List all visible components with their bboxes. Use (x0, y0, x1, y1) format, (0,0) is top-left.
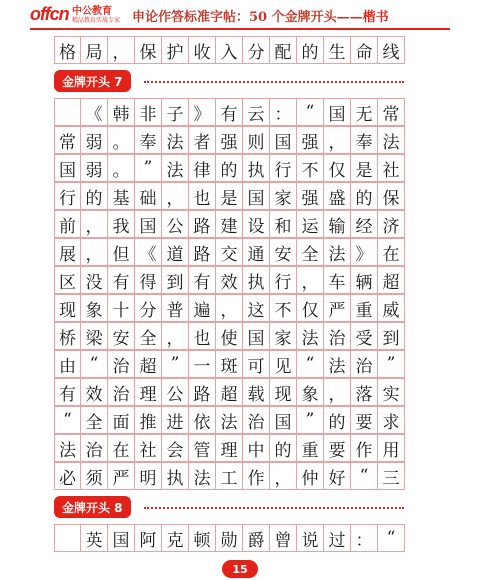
grid-cell: 不 (269, 294, 297, 322)
grid-cell: 保 (377, 182, 405, 210)
grid-cell: 无 (350, 98, 378, 126)
grid-cell: 治 (80, 434, 108, 462)
grid-cell: 重 (296, 434, 324, 462)
header-divider (30, 28, 450, 30)
grid-cell: 超 (134, 350, 162, 378)
grid-cell: 到 (161, 266, 189, 294)
grid-cell: ， (161, 182, 189, 210)
grid-row (54, 434, 405, 462)
grid-cell: 执 (242, 266, 270, 294)
section-badge: 金牌开头 8 (54, 496, 131, 518)
grid-cell: 效 (215, 266, 243, 294)
grid-cell: 建 (215, 210, 243, 238)
grid-cell: 家 (269, 322, 297, 350)
grid-cell: 格 (54, 36, 81, 64)
grid-cell: 奉 (350, 126, 378, 154)
grid-cell: 超 (215, 378, 243, 406)
grid-cell: 是 (350, 154, 378, 182)
grid-row (54, 182, 405, 210)
grid-cell: 国 (269, 406, 297, 434)
grid-cell: 全 (134, 322, 162, 350)
grid-cell: “ (377, 524, 405, 552)
grid-cell: 弱 (80, 154, 108, 182)
grid-cell: 分 (134, 294, 162, 322)
grid-cell: 治 (242, 406, 270, 434)
grid-cell: 础 (134, 182, 162, 210)
grid-cell: 行 (269, 266, 297, 294)
grid-cell: 我 (107, 210, 135, 238)
grid-cell: 强 (215, 126, 243, 154)
grid-row (54, 294, 405, 322)
grid-cell: ” (296, 406, 324, 434)
grid-row (54, 154, 405, 182)
grid-cell: 梁 (80, 322, 108, 350)
grid-cell: 法 (161, 154, 189, 182)
grid-cell: 法 (377, 126, 405, 154)
grid-cell: 交 (215, 238, 243, 266)
grid-cell: 全 (296, 238, 324, 266)
grid-cell: 辆 (350, 266, 378, 294)
grid-cell: 。 (107, 154, 135, 182)
grid-cell: 路 (188, 210, 216, 238)
grid-cell: 用 (377, 434, 405, 462)
grid-cell: 国 (242, 182, 270, 210)
grid-cell: 面 (107, 406, 135, 434)
grid-cell: ， (80, 210, 108, 238)
grid-cell: 管 (188, 434, 216, 462)
grid-cell: 说 (296, 524, 324, 552)
grid-cell: 常 (54, 126, 81, 154)
grid-cell: 》 (350, 238, 378, 266)
grid-cell: 国 (107, 524, 135, 552)
grid-cell: “ (350, 462, 378, 490)
grid-cell: 执 (242, 154, 270, 182)
grid-cell: 基 (107, 182, 135, 210)
grid-cell: 社 (377, 154, 405, 182)
grid-cell: 理 (215, 434, 243, 462)
grid-cell: ” (377, 350, 405, 378)
grid-cell: 通 (242, 238, 270, 266)
grid-cell: 三 (377, 462, 405, 490)
grid-cell: 区 (54, 266, 81, 294)
grid-cell: 线 (377, 36, 405, 64)
grid-cell: 《 (80, 98, 108, 126)
grid-row (54, 524, 405, 552)
page-title (132, 6, 389, 25)
grid-cell: 法 (188, 462, 216, 490)
grid-cell: ， (323, 126, 351, 154)
grid-cell: 象 (296, 378, 324, 406)
grid-cell: 生 (323, 36, 351, 64)
grid-cell: 重 (350, 294, 378, 322)
grid-cell: 落 (350, 378, 378, 406)
logo-name: 中公教育 (72, 6, 112, 17)
grid-cell: 必 (54, 462, 81, 490)
grid-cell: 进 (161, 406, 189, 434)
grid-cell: 工 (215, 462, 243, 490)
grid-cell: ， (269, 462, 297, 490)
grid-cell: 律 (188, 154, 216, 182)
grid-cell: 求 (377, 406, 405, 434)
grid-cell: 也 (188, 182, 216, 210)
grid-cell: 安 (107, 322, 135, 350)
grid-cell: 经 (350, 210, 378, 238)
grid-cell: 路 (188, 238, 216, 266)
grid-cell: 载 (242, 378, 270, 406)
grid-cell: 《 (134, 238, 162, 266)
grid-cell: 运 (296, 210, 324, 238)
grid-cell: 行 (54, 182, 81, 210)
grid-cell: 英 (80, 524, 108, 552)
grid-row (54, 350, 405, 378)
grid-row (54, 462, 405, 490)
grid-cell: 见 (269, 350, 297, 378)
grid-cell: 象 (80, 294, 108, 322)
grid-cell: 没 (80, 266, 108, 294)
grid-cell: 严 (323, 294, 351, 322)
grid-cell: 实 (377, 378, 405, 406)
grid-cell: 有 (107, 266, 135, 294)
grid-cell: 韩 (107, 98, 135, 126)
grid-cell: 弱 (80, 126, 108, 154)
grid-cell: 过 (323, 524, 351, 552)
grid-cell: 理 (134, 378, 162, 406)
grid-cell: 的 (80, 182, 108, 210)
grid-cell: 作 (350, 434, 378, 462)
grid-cell: 十 (107, 294, 135, 322)
grid-cell: 治 (107, 350, 135, 378)
grid-cell: 严 (107, 462, 135, 490)
grid-cell: “ (296, 98, 324, 126)
grid-cell: 国 (242, 322, 270, 350)
grid-cell: 不 (296, 154, 324, 182)
grid-cell: 家 (269, 182, 297, 210)
section-header-7 (54, 70, 404, 92)
grid-cell: 云 (242, 98, 270, 126)
grid-cell: 这 (242, 294, 270, 322)
grid-cell: 公 (161, 210, 189, 238)
grid-cell: 在 (377, 238, 405, 266)
grid-cell: 社 (134, 434, 162, 462)
logo-tagline: 精品教育实战专家 (72, 17, 121, 24)
grid-cell: 由 (54, 350, 81, 378)
grid-cell: 治 (350, 350, 378, 378)
grid-cell: 展 (54, 238, 81, 266)
grid-cell: 国 (323, 98, 351, 126)
grid-cell: 仅 (323, 154, 351, 182)
grid-row (54, 126, 405, 154)
grid-row (54, 238, 405, 266)
grid-cell: 到 (377, 322, 405, 350)
grid-cell: 要 (323, 434, 351, 462)
grid-row (54, 322, 405, 350)
page-number: 15 (222, 560, 258, 578)
grid-cell: 设 (242, 210, 270, 238)
grid-cell: 遍 (188, 294, 216, 322)
grid-cell: 子 (161, 98, 189, 126)
grid-cell: 桥 (54, 322, 81, 350)
grid-cell: 效 (80, 378, 108, 406)
grid-cell: 者 (188, 126, 216, 154)
grid-row (54, 98, 405, 126)
dotted-divider (144, 507, 404, 509)
grid-row (54, 36, 405, 64)
grid-cell: 的 (350, 182, 378, 210)
grid-cell: 法 (54, 434, 81, 462)
section-badge: 金牌开头 7 (54, 70, 131, 92)
grid-cell: 在 (107, 434, 135, 462)
grid-cell: ” (134, 154, 162, 182)
grid-cell: 道 (161, 238, 189, 266)
grid-cell: ， (107, 36, 135, 64)
grid-cell: 。 (107, 126, 135, 154)
grid-cell: 则 (242, 126, 270, 154)
grid-cell: 法 (161, 126, 189, 154)
grid-cell: 要 (350, 406, 378, 434)
grid-cell: 非 (134, 98, 162, 126)
grid-cell: 强 (296, 126, 324, 154)
grid-cell: 国 (269, 126, 297, 154)
grid-cell: ， (215, 294, 243, 322)
grid-cell: 有 (54, 378, 81, 406)
grid-cell: 盛 (323, 182, 351, 210)
grid-cell: 护 (161, 36, 189, 64)
grid-cell: 奉 (134, 126, 162, 154)
grid-cell: 局 (80, 36, 108, 64)
grid-cell: 和 (269, 210, 297, 238)
grid-cell: 车 (323, 266, 351, 294)
grid-cell: 现 (269, 378, 297, 406)
grid-cell: 明 (134, 462, 162, 490)
grid-cell: 法 (296, 322, 324, 350)
grid-cell: 普 (161, 294, 189, 322)
grid-cell: 的 (296, 36, 324, 64)
grid-cell: 斑 (215, 350, 243, 378)
grid-cell: 的 (323, 406, 351, 434)
grid-cell: 作 (242, 462, 270, 490)
grid-cell: 威 (377, 294, 405, 322)
grid-cell: 克 (161, 524, 189, 552)
grid-cell: 顿 (188, 524, 216, 552)
grid-cell: 的 (215, 154, 243, 182)
grid-cell: ， (323, 378, 351, 406)
grid-cell: 须 (80, 462, 108, 490)
grid-cell: 行 (269, 154, 297, 182)
grid-cell: 》 (188, 98, 216, 126)
grid-cell: 曾 (269, 524, 297, 552)
grid-cell: 国 (134, 210, 162, 238)
grid-cell: 阿 (134, 524, 162, 552)
grid-cell: 治 (107, 378, 135, 406)
grid-cell: 会 (161, 434, 189, 462)
page-title-main: 申论作答标准字帖：50 个金牌开头—— (132, 10, 363, 25)
grid-cell: 中 (242, 434, 270, 462)
grid-row (54, 406, 405, 434)
grid-cell: 安 (269, 238, 297, 266)
grid-cell: 治 (323, 322, 351, 350)
grid-cell: 国 (54, 154, 81, 182)
grid-cell (54, 524, 81, 552)
grid-cell: 勋 (215, 524, 243, 552)
grid-cell: 强 (296, 182, 324, 210)
grid-cell: 但 (107, 238, 135, 266)
grid-cell: ： (269, 98, 297, 126)
grid-cell: 入 (215, 36, 243, 64)
grid-cell: “ (54, 406, 81, 434)
grid-cell: 现 (54, 294, 81, 322)
grid-cell: 分 (242, 36, 270, 64)
grid-cell: 路 (188, 378, 216, 406)
grid-cell: 依 (188, 406, 216, 434)
grid-cell: ， (161, 322, 189, 350)
grid-cell: “ (80, 350, 108, 378)
grid-cell: 推 (134, 406, 162, 434)
grid-cell: 收 (188, 36, 216, 64)
grid-cell: ： (350, 524, 378, 552)
grid-cell: 执 (161, 462, 189, 490)
logo-mark: offcn (30, 4, 69, 24)
grid-cell: 法 (323, 238, 351, 266)
grid-cell: 一 (188, 350, 216, 378)
page-header (0, 0, 480, 30)
grid-cell: 爵 (242, 524, 270, 552)
page-title-accent: 楷书 (362, 10, 389, 25)
grid-cell: 配 (269, 36, 297, 64)
grid-cell: 济 (377, 210, 405, 238)
grid-cell: 有 (215, 98, 243, 126)
grid-cell: 法 (215, 406, 243, 434)
grid-cell (54, 98, 81, 126)
grid-cell: 可 (242, 350, 270, 378)
grid-cell: 仅 (296, 294, 324, 322)
grid-cell: 常 (377, 98, 405, 126)
grid-cell: 仲 (296, 462, 324, 490)
grid-cell: 有 (188, 266, 216, 294)
grid-cell: 法 (323, 350, 351, 378)
grid-row (54, 378, 405, 406)
grid-cell: 全 (80, 406, 108, 434)
section-header-8 (54, 496, 404, 518)
offcn-logo (30, 2, 120, 28)
grid-cell: 也 (188, 322, 216, 350)
grid-cell: 受 (350, 322, 378, 350)
grid-cell: 是 (215, 182, 243, 210)
dotted-divider (144, 81, 404, 83)
grid-cell: ， (296, 266, 324, 294)
grid-row (54, 266, 405, 294)
grid-cell: 前 (54, 210, 81, 238)
grid-cell: 保 (134, 36, 162, 64)
grid-cell: 命 (350, 36, 378, 64)
grid-cell: ” (161, 350, 189, 378)
grid-cell: 使 (215, 322, 243, 350)
grid-cell: 超 (377, 266, 405, 294)
grid-cell: 得 (134, 266, 162, 294)
grid-cell: 的 (269, 434, 297, 462)
grid-cell: “ (296, 350, 324, 378)
grid-row (54, 210, 405, 238)
grid-cell: 公 (161, 378, 189, 406)
grid-cell: 好 (323, 462, 351, 490)
grid-cell: 输 (323, 210, 351, 238)
grid-cell: ， (80, 238, 108, 266)
